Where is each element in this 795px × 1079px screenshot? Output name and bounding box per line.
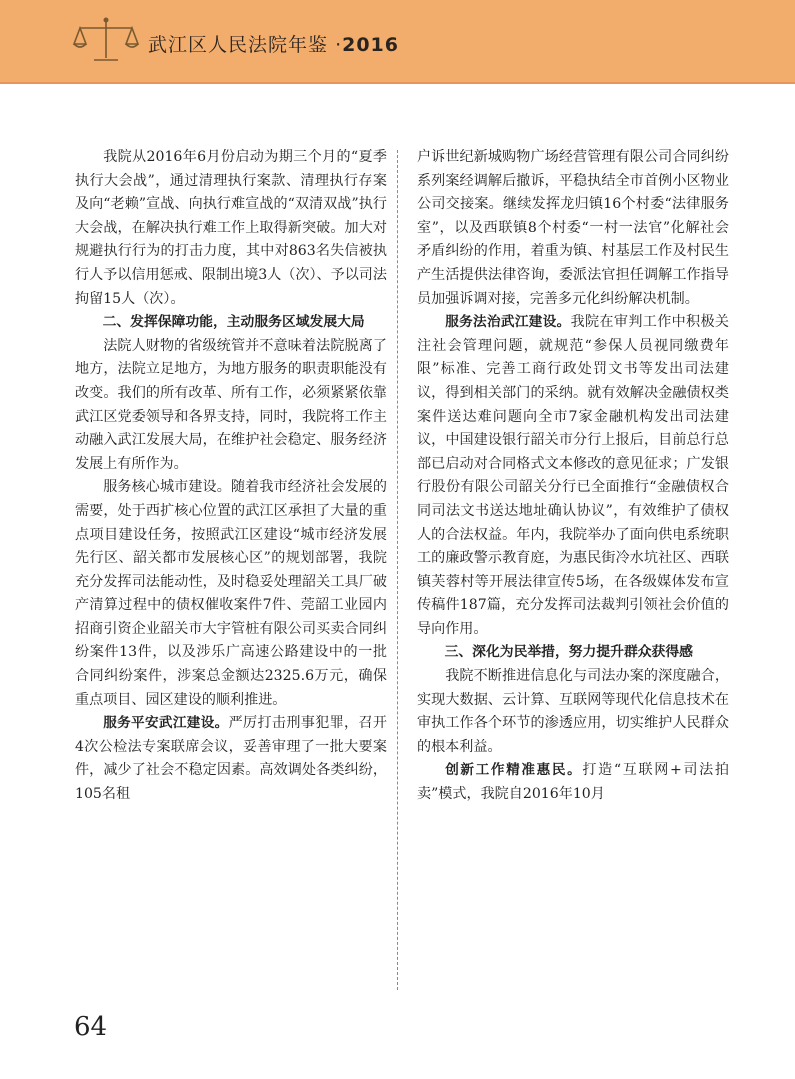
paragraph-lead: 服务平安武江建设。 (103, 715, 229, 732)
paragraph: 我院从2016年6月份启动为期三个月的“夏季执行大会战”，通过清理执行案款、清理执行存案及向“老赖”宣战、向执行难宣战的“双清双战”执行大会战，在解决执行难工作上取得新突破。加大对规避执行行为的打击力度，其中对863名失信被执行人予以信用惩戒、限制出境3人（次）、予以司法拘留15人（次）。 (75, 149, 387, 307)
paragraph (417, 759, 729, 806)
header-band (0, 0, 795, 82)
header-rule (0, 82, 795, 84)
paragraph: 服务核心城市建设。随着我市经济社会发展的需要，处于西扩核心位置的武江区承担了大量的重点项目建设任务，按照武江区建设“城市经济发展先行区、韶关都市发展核心区”的规划部署，我院充分发挥司法能动性，及时稳妥处理韶关工具厂破产清算过程中的债权催收案件7件、莞韶工业园内招商引资企业韶关市大宇管桩有限公司买卖合同纠纷案件13件，以及涉乐广高速公路建设中的一批合同纠纷案件，涉案总金额达2325.6万元，确保重点项目、园区建设的顺利推进。 (75, 479, 387, 708)
paragraph (75, 712, 387, 806)
paragraph (417, 311, 729, 641)
column-divider (397, 150, 398, 990)
page-title (148, 30, 399, 57)
section-heading: 二、发挥保障功能，主动服务区域发展大局 (102, 314, 365, 331)
title-separator: · (335, 34, 343, 56)
section-heading: 三、深化为民举措，努力提升群众获得感 (444, 644, 693, 661)
paragraph: 法院人财物的省级统管并不意味着法院脱离了地方，法院立足地方，为地方服务的职责职能没有改变。我们的所有改革、所有工作，必须紧紧依靠武江区党委领导和各界支持，同时，我院将工作主动融入武江发展大局，在维护社会稳定、服务经济发展上有所作为。 (75, 337, 387, 472)
left-column (75, 146, 387, 807)
page-number: 64 (74, 1012, 108, 1042)
paragraph-body: 我院在审判工作中积极关注社会管理问题，就规范“参保人员视同缴费年限”标准、完善工商行政处罚文书等发出司法建议，得到相关部门的采纳。就有效解决金融债权类案件送达难问题向全市7家金融机构发出司法建议，中国建设银行韶关市分行上报后，目前总行总部已启动对合同格式文本修改的意见征求；广发银行股份有限公司韶关分行已全面推行“金融债权合同司法文书送达地址确认协议”，有效维护了债权人的合法权益。年内，我院举办了面向供电系统职工的廉政警示教育庭，为惠民街冷水坑社区、西联镇芙蓉村等开展法律宣传5场，在各级媒体发布宣传稿件187篇，充分发挥司法裁判引领社会价值的导向作用。 (417, 314, 730, 637)
title-year: 2016 (342, 34, 399, 56)
yearbook-title: 武江区人民法院年鉴 (148, 34, 329, 56)
right-column (417, 146, 729, 807)
paragraph-body: 严厉打击刑事犯罪，召开4次公检法专案联席会议，妥善审理了一批大要案件，减少了社会不稳定因素。高效调处各类纠纷，105名租 (75, 715, 388, 803)
scales-of-justice-icon (72, 14, 140, 66)
paragraph-lead: 服务法治武江建设。 (445, 314, 571, 331)
paragraph: 户诉世纪新城购物广场经营管理有限公司合同纠纷系列案经调解后撤诉，平稳执结全市首例小区物业公司交接案。继续发挥龙归镇16个村委“法律服务室”，以及西联镇8个村委“一村一法官”化解社会矛盾纠纷的作用，着重为镇、村基层工作及村民生产生活提供法律咨询，委派法官担任调解工作指导员加强诉调对接，完善多元化纠纷解决机制。 (417, 149, 729, 307)
paragraph-body: 打造“互联网+司法拍卖”模式，我院自2016年10月 (417, 762, 730, 803)
paragraph-lead: 创新工作精准惠民。 (445, 762, 583, 779)
paragraph: 我院不断推进信息化与司法办案的深度融合，实现大数据、云计算、互联网等现代化信息技术在审执工作各个环节的渗透应用，切实维护人民群众的根本利益。 (417, 668, 729, 755)
